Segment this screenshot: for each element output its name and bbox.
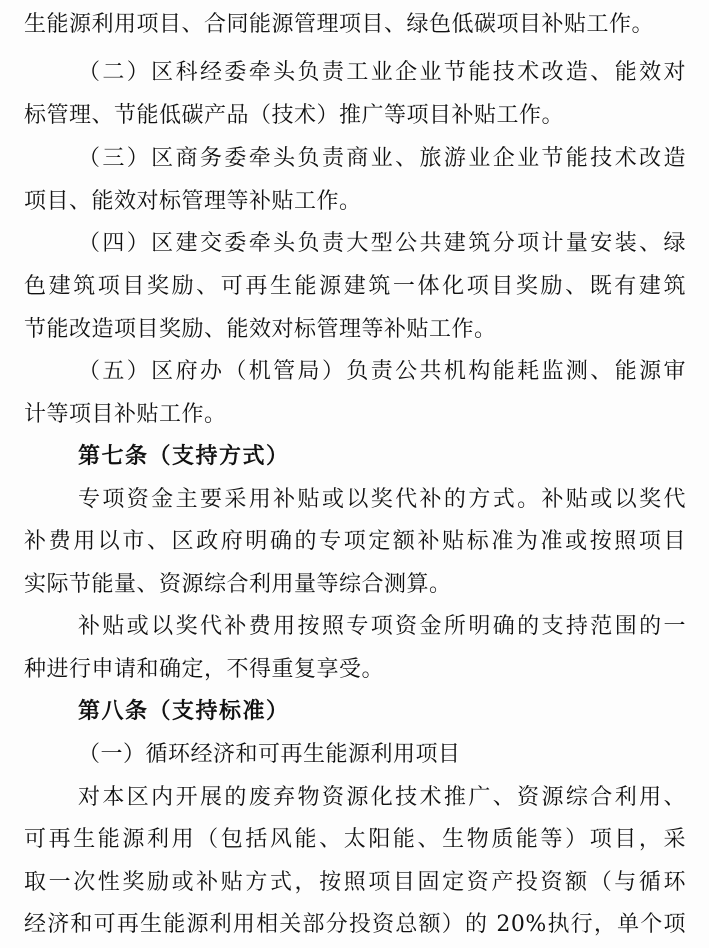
- paragraph-line: 标管理、节能低碳产品（技术）推广等项目补贴工作。: [24, 103, 565, 128]
- paragraph-line: 补费用以市、区政府明确的专项定额补贴标准为准或按照项目: [24, 529, 686, 554]
- paragraph-line: （三）区商务委牵头负责商业、旅游业企业节能技术改造: [78, 146, 686, 171]
- paragraph-line: （五）区府办（机管局）负责公共机构能耗监测、能源审: [78, 359, 686, 384]
- paragraph-line: （二）区科经委牵头负责工业企业节能技术改造、能效对: [78, 60, 686, 85]
- paragraph-line: 生能源利用项目、合同能源管理项目、绿色低碳项目补贴工作。: [24, 12, 655, 37]
- paragraph-line: 种进行申请和确定，不得重复享受。: [24, 657, 385, 682]
- paragraph-line: 可再生能源利用（包括风能、太阳能、生物质能等）项目，采: [24, 827, 686, 852]
- paragraph-line: 对本区内开展的废弃物资源化技术推广、资源综合利用、: [78, 785, 686, 810]
- section-heading-article-7: 第七条（支持方式）: [78, 444, 290, 469]
- paragraph-line: （四）区建交委牵头负责大型公共建筑分项计量安装、绿: [78, 231, 686, 256]
- paragraph-line: 补贴或以奖代补费用按照专项资金所明确的支持范围的一: [78, 614, 686, 639]
- paragraph-line: 项目、能效对标管理等补贴工作。: [24, 189, 362, 214]
- section-heading-article-8: 第八条（支持标准）: [78, 699, 290, 724]
- paragraph-line: 取一次性奖励或补贴方式，按照项目固定资产投资额（与循环: [24, 870, 686, 895]
- subsection-heading: （一）循环经济和可再生能源利用项目: [78, 742, 461, 767]
- paragraph-line: 专项资金主要采用补贴或以奖代补的方式。补贴或以奖代: [78, 487, 686, 512]
- paragraph-line: 计等项目补贴工作。: [24, 402, 227, 427]
- paragraph-line: 经济和可再生能源利用相关部分投资总额）的 20%执行，单个项: [24, 912, 686, 937]
- paragraph-line: 实际节能量、资源综合利用量等综合测算。: [24, 572, 452, 597]
- paragraph-line: 节能改造项目奖励、能效对标管理等补贴工作。: [24, 317, 497, 342]
- paragraph-line: 色建筑项目奖励、可再生能源建筑一体化项目奖励、既有建筑: [24, 274, 686, 299]
